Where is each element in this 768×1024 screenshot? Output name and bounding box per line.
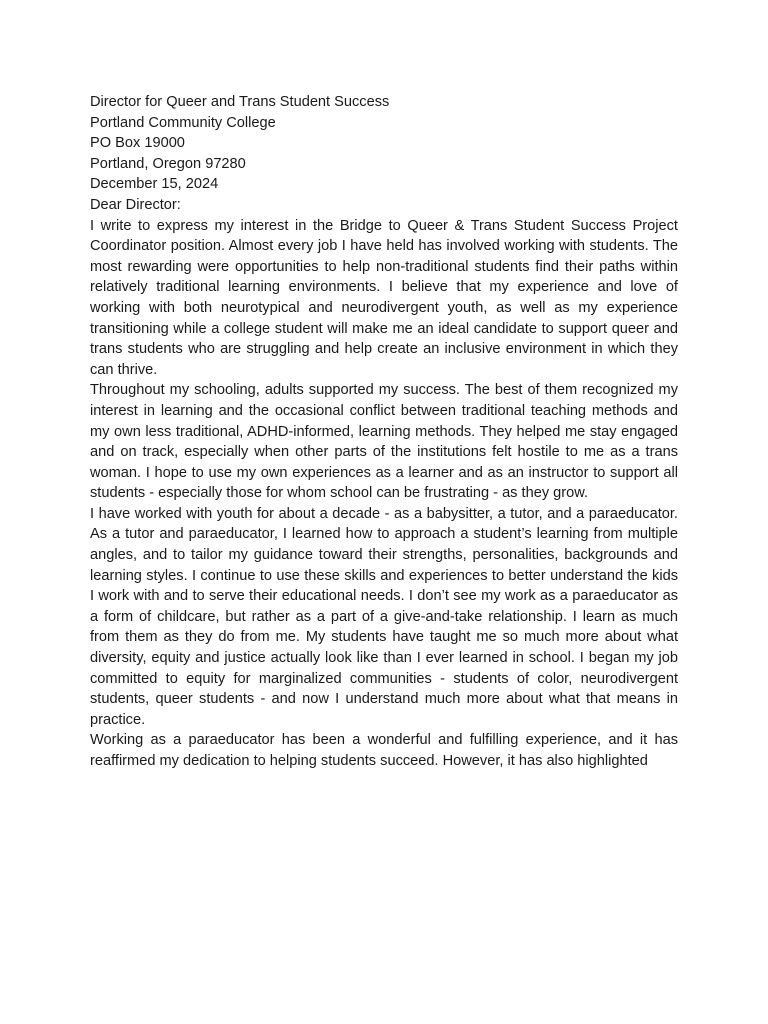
body-paragraph-2: Throughout my schooling, adults supported my success. The best of them recognized my interest in learning and the occasional conflict between traditional teaching methods and my own less traditional, ADHD-informed, learning methods. They helped me stay engaged and on track, especially when other parts of the institutions felt hostile to me as a trans woman. I hope to use my own experiences as a learner and as an instructor to support all students - especially those for whom school can be frustrating - as they grow. bbox=[90, 382, 678, 502]
body-paragraph-1: I write to express my interest in the Bridge to Queer & Trans Student Success Project Coordinator position. Almost every job I have held has involved working with students. The most rewarding were opportunities to help non-traditional students find their paths within relatively traditional learning environments. I believe that my experience and love of working with both neurotypical and neurodivergent youth, as well as my experience transitioning while a college student will make me an ideal candidate to support queer and trans students who are struggling and help create an inclusive environment in which they can thrive. bbox=[90, 217, 678, 378]
recipient-po-box: PO Box 19000 bbox=[90, 135, 185, 152]
salutation: Dear Director: bbox=[90, 196, 181, 213]
recipient-title: Director for Queer and Trans Student Success bbox=[90, 94, 390, 110]
letter-page bbox=[90, 92, 678, 772]
letter-date: December 15, 2024 bbox=[90, 176, 219, 193]
body-paragraph-4: Working as a paraeducator has been a wonderful and fulfilling experience, and it has reaffirmed my dedication to helping students succeed. However, it has also highlighted bbox=[90, 732, 678, 769]
recipient-address bbox=[90, 92, 678, 174]
body-paragraph-3: I have worked with youth for about a decade - as a babysitter, a tutor, and a paraeducator. As a tutor and paraeducator, I learned how to approach a student’s learning from multiple angles, and to tailor my guidance toward their strengths, personalities, backgrounds and learning styles. I continue to use these skills and experiences to better understand the kids I work with and to serve their educational needs. I don’t see my work as a paraeducator as a form of childcare, but rather as a part of a give-and-take relationship. I learn as much from them as they do from me. My students have taught me so much more about what diversity, equity and justice actually look like than I ever learned in school. I began my job committed to equity for marginalized communities - students of color, neurodivergent students, queer students - and now I understand much more about what that means in practice. bbox=[90, 505, 678, 728]
recipient-city-state: Portland, Oregon 97280 bbox=[90, 155, 246, 172]
recipient-organization: Portland Community College bbox=[90, 114, 276, 131]
